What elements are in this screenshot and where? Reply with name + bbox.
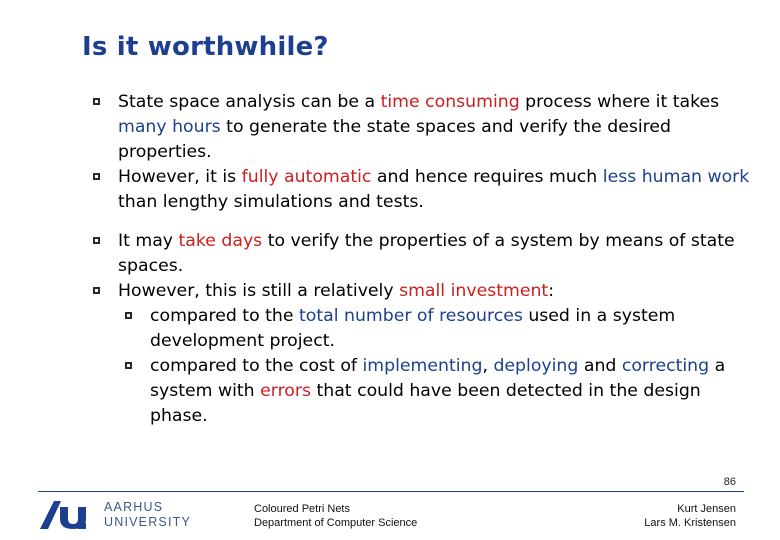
bullet-text: to generate the state spaces and verify the desired properties. — [118, 117, 671, 162]
bullet-text: However, it is — [118, 167, 242, 187]
university-name-line1: AARHUS — [104, 500, 164, 514]
bullet-text: compared to the — [150, 306, 299, 326]
bullet-text: a system with — [150, 356, 726, 401]
square-bullet-icon — [93, 237, 100, 244]
highlight-small-investment: small investment — [399, 281, 549, 301]
highlight-many-hours: many hours — [118, 117, 221, 137]
highlight-correcting: correcting — [621, 356, 710, 376]
highlight-deploying: deploying — [493, 356, 579, 376]
bullet-text: process where it takes — [519, 92, 720, 112]
bullet-text: , — [482, 356, 494, 376]
bullet-text: : — [548, 281, 555, 301]
bullet-text: However, this is still a relatively — [118, 281, 400, 301]
footer-course-info — [254, 502, 417, 530]
square-bullet-icon — [125, 312, 132, 319]
square-bullet-icon — [93, 287, 100, 294]
bullet-text: than lengthy simulations and tests. — [118, 192, 424, 212]
footer-authors — [644, 502, 736, 530]
bullet-take-days — [92, 229, 752, 279]
bullet-list — [92, 90, 752, 429]
bullet-text: compared to the cost of — [150, 356, 363, 376]
bullet-text: to verify the properties of a system by means of state spaces. — [118, 231, 735, 276]
square-bullet-icon — [93, 173, 100, 180]
bullet-text: It may — [118, 231, 179, 251]
author-name: Lars M. Kristensen — [644, 517, 736, 529]
bullet-fully-automatic — [92, 165, 752, 215]
bullet-text: and — [578, 356, 622, 376]
sub-bullet-total-resources — [124, 304, 752, 354]
highlight-total-resources: total number of resources — [298, 306, 523, 326]
highlight-fully-automatic: fully automatic — [241, 167, 372, 187]
section-gap — [92, 215, 752, 229]
course-name: Coloured Petri Nets — [254, 503, 350, 515]
highlight-take-days: take days — [178, 231, 263, 251]
slide-title: Is it worthwhile? — [82, 32, 329, 62]
square-bullet-icon — [93, 98, 100, 105]
bullet-text: and hence requires much — [371, 167, 603, 187]
highlight-time-consuming: time consuming — [380, 92, 520, 112]
bullet-text: that could have been detected in the design phase. — [150, 381, 701, 426]
highlight-less-human-work: less human work — [602, 167, 750, 187]
bullet-small-investment — [92, 279, 752, 304]
page-number: 86 — [723, 476, 736, 488]
aarhus-logo-icon — [38, 497, 96, 535]
bullet-text: State space analysis can be a — [118, 92, 381, 112]
highlight-errors: errors — [260, 381, 311, 401]
bullet-text: used in a system development project. — [150, 306, 676, 351]
department-name: Department of Computer Science — [254, 517, 418, 529]
highlight-implementing: implementing — [362, 356, 483, 376]
sub-bullet-cost — [124, 354, 752, 429]
author-name: Kurt Jensen — [677, 503, 736, 515]
footer-divider — [38, 491, 744, 492]
university-name-line2: UNIVERSITY — [104, 515, 192, 529]
square-bullet-icon — [125, 362, 132, 369]
bullet-time-consuming — [92, 90, 752, 165]
